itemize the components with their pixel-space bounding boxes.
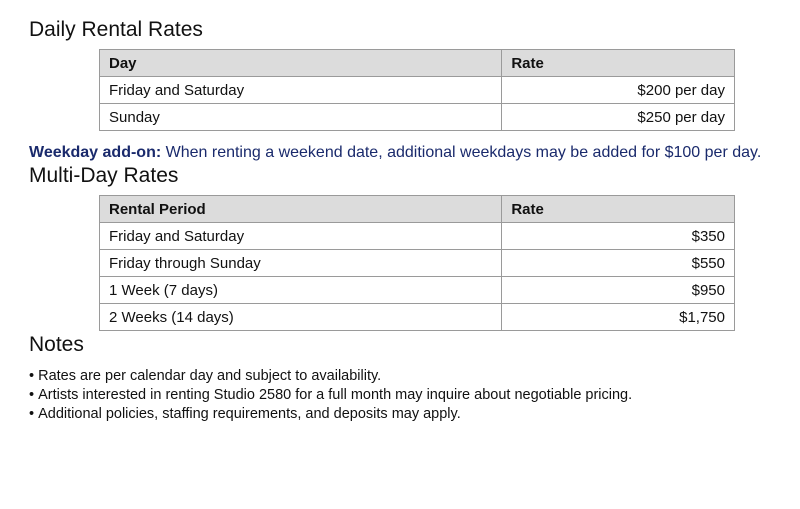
period-cell: Friday through Sunday xyxy=(100,250,502,277)
column-header-day: Day xyxy=(100,50,502,77)
rate-cell: $350 xyxy=(502,223,735,250)
weekday-addon-note xyxy=(29,143,781,162)
day-cell: Sunday xyxy=(100,104,502,131)
column-header-rate: Rate xyxy=(502,50,735,77)
daily-rates-heading: Daily Rental Rates xyxy=(29,18,203,41)
table-header-row xyxy=(100,196,735,223)
rates-document xyxy=(29,16,789,424)
table-row xyxy=(100,104,735,131)
table-row xyxy=(100,277,735,304)
weekday-addon-text: When renting a weekend date, additional weekdays may be added for $100 per day. xyxy=(161,144,762,161)
table-row xyxy=(100,223,735,250)
list-item: • Artists interested in renting Studio 2580 for a full month may inquire about negotiable pricing. xyxy=(29,386,789,405)
rate-cell: $200 per day xyxy=(502,77,735,104)
rate-cell: $550 xyxy=(502,250,735,277)
period-cell: Friday and Saturday xyxy=(100,223,502,250)
multi-day-rates-table xyxy=(99,195,735,331)
list-item: • Rates are per calendar day and subject to availability. xyxy=(29,367,789,386)
day-cell: Friday and Saturday xyxy=(100,77,502,104)
multi-day-rates-heading: Multi-Day Rates xyxy=(29,164,179,187)
table-row xyxy=(100,304,735,331)
period-cell: 1 Week (7 days) xyxy=(100,277,502,304)
weekday-addon-label: Weekday add-on: xyxy=(29,144,162,161)
column-header-rental-period: Rental Period xyxy=(100,196,502,223)
rate-cell: $250 per day xyxy=(502,104,735,131)
period-cell: 2 Weeks (14 days) xyxy=(100,304,502,331)
table-header-row xyxy=(100,50,735,77)
list-item: • Additional policies, staffing requirements, and deposits may apply. xyxy=(29,405,789,424)
rate-cell: $950 xyxy=(502,277,735,304)
column-header-rate: Rate xyxy=(502,196,735,223)
notes-heading: Notes xyxy=(29,333,84,356)
daily-rates-table xyxy=(99,49,735,131)
rate-cell: $1,750 xyxy=(502,304,735,331)
table-row xyxy=(100,250,735,277)
notes-list xyxy=(29,367,789,424)
table-row xyxy=(100,77,735,104)
